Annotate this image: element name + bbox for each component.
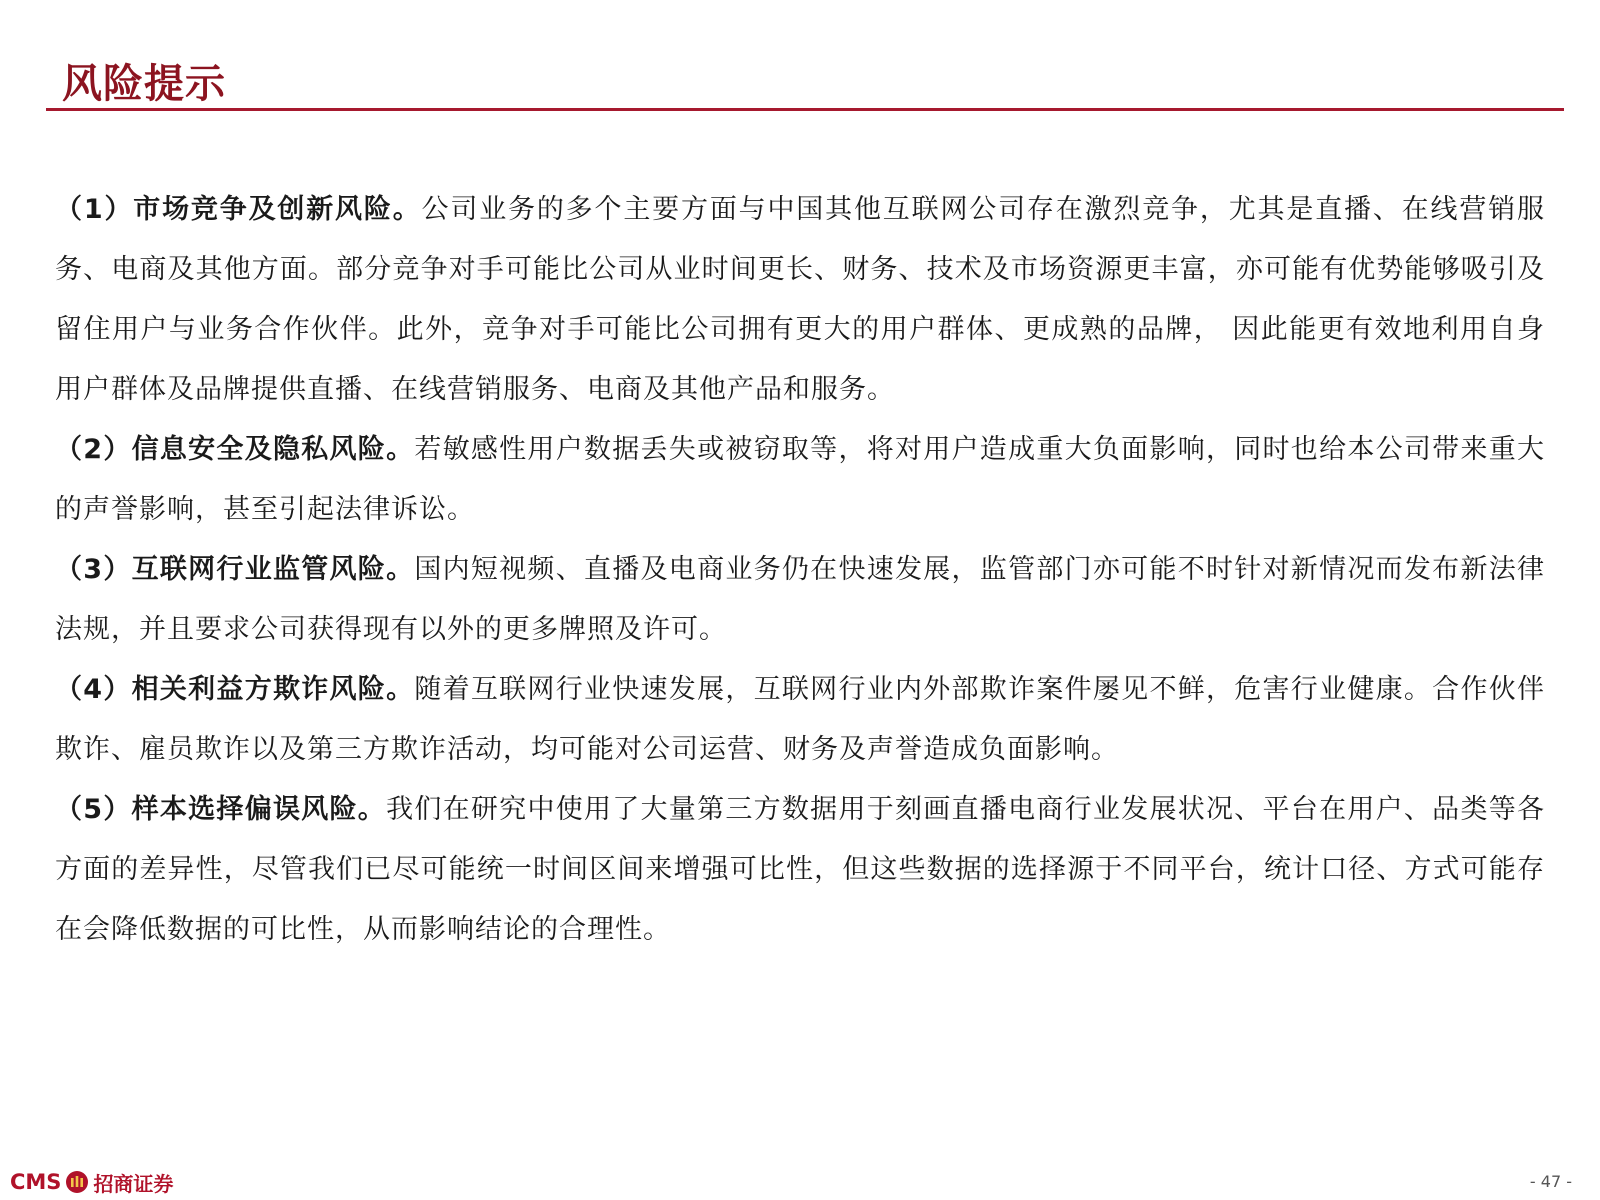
risk-heading: （5）样本选择偏误风险。 [55, 794, 387, 825]
risk-body: 我们在研究中使用了大量第三方数据用于刻画直播电商行业发展状况、平台在用户、品类等各方面的差异性，尽管我们已尽可能统一时间区间来增强可比性，但这些数据的选择源于不同平台，统计口径、方式可能存在会降低数据的可比性，从而影响结论的合理性。 [55, 794, 1546, 945]
risk-item-sample-bias [55, 780, 1545, 960]
brand-chinese-name: 招商证券 [93, 1171, 174, 1196]
risk-body: 若敏感性用户数据丢失或被窃取等，将对用户造成重大负面影响，同时也给本公司带来重大的声誉影响，甚至引起法律诉讼。 [55, 434, 1545, 525]
risk-heading: （1）市场竞争及创新风险。 [55, 194, 422, 225]
brand-logo [10, 1169, 173, 1195]
risk-item-market-competition [55, 180, 1545, 420]
risk-body: 随着互联网行业快速发展，互联网行业内外部欺诈案件屡见不鲜，危害行业健康。合作伙伴欺诈、雇员欺诈以及第三方欺诈活动，均可能对公司运营、财务及声誉造成负面影响。 [55, 674, 1545, 765]
risk-item-fraud [55, 660, 1545, 780]
risk-body: 公司业务的多个主要方面与中国其他互联网公司存在激烈竞争，尤其是直播、在线营销服务、电商及其他方面。部分竞争对手可能比公司从业时间更长、财务、技术及市场资源更丰富，亦可能有优势能够吸引及留住用户与业务合作伙伴。此外，竞争对手可能比公司拥有更大的用户群体、更成熟的品牌， 因此能更有效地利用自身用户群体及品牌提供直播、在线营销服务、电商及其他产品和服务。 [55, 194, 1545, 405]
risk-list [55, 180, 1545, 960]
page-number: - 47 - [1529, 1172, 1572, 1191]
risk-heading: （4）相关利益方欺诈风险。 [55, 674, 415, 705]
title-divider [46, 108, 1564, 111]
risk-item-regulation [55, 540, 1545, 660]
brand-latin: CMS [10, 1170, 62, 1194]
risk-heading: （3）互联网行业监管风险。 [55, 554, 415, 585]
page-title: 风险提示 [62, 61, 226, 107]
cms-emblem-icon [65, 1170, 89, 1194]
risk-body: 国内短视频、直播及电商业务仍在快速发展，监管部门亦可能不时针对新情况而发布新法律法规，并且要求公司获得现有以外的更多牌照及许可。 [55, 554, 1545, 645]
risk-heading: （2）信息安全及隐私风险。 [55, 434, 415, 465]
risk-item-info-security [55, 420, 1545, 540]
